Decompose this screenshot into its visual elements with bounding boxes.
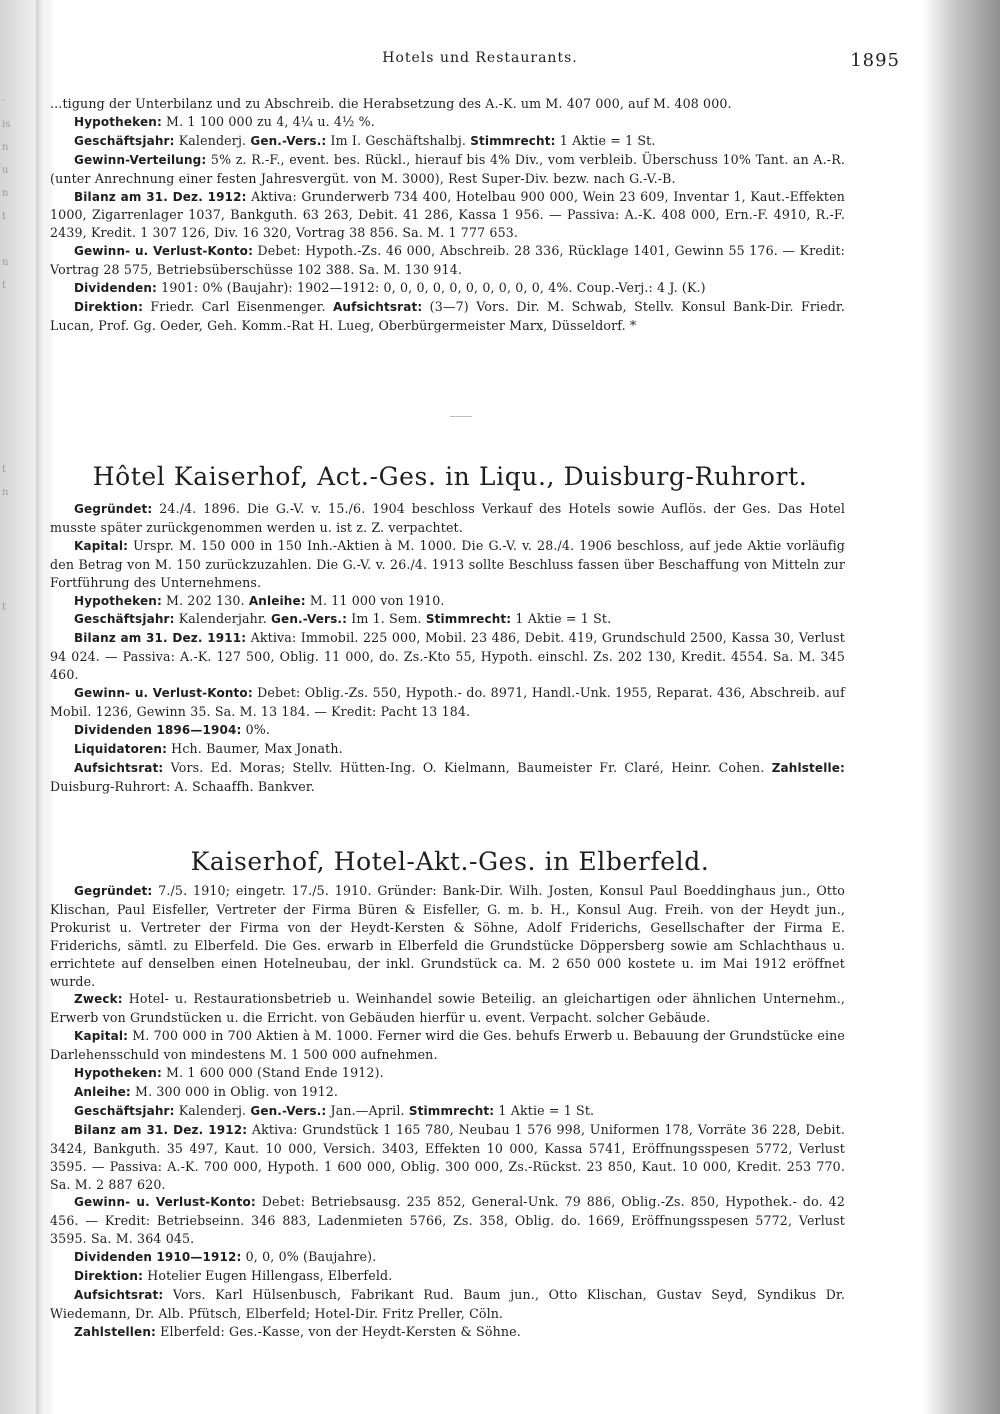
entry-paragraph: Aufsichtsrat: Vors. Ed. Moras; Stellv. Hütten-Ing. O. Kielmann, Baumeister Fr. Claré, Heinr. Cohen. Zahlstelle: Duisburg-Ruhrort: A. Schaaffh. Bankver. (50, 759, 845, 794)
entry-paragraph: Gewinn- u. Verlust-Konto: Debet: Betriebsausg. 235 852, General-Unk. 79 886, Oblig.-Zs. 850, Hypothek.- do. 42 456. — Kredit: Betriebseinn. 346 883, Ladenmieten 5766, Zs. 358, Oblig. do. 1669, Eröffnungsspesen 5772, Verlust 3595. Sa. M. 364 045. (50, 1194, 845, 1247)
entry-paragraph: ...tigung der Unterbilanz und zu Abschreib. die Herabsetzung des A.-K. um M. 407 000, auf M. 408 000. (50, 96, 732, 111)
running-title: Hotels und Restaurants. (382, 50, 578, 66)
entry-paragraph: Anleihe: M. 300 000 in Oblig. von 1912. (74, 1083, 339, 1099)
entry-paragraph: Hypotheken: M. 1 600 000 (Stand Ende 1912). (74, 1065, 384, 1081)
section-title: Kaiserhof, Hotel-Akt.-Ges. in Elberfeld. (190, 847, 710, 876)
entry-paragraph: Dividenden 1896—1904: 0%. (74, 721, 271, 737)
divider (450, 416, 472, 417)
entry-paragraph: Hypotheken: M. 202 130. Anleihe: M. 11 000 von 1910. (74, 592, 445, 608)
entry-paragraph: Gewinn- u. Verlust-Konto: Debet: Oblig.-Zs. 550, Hypoth.- do. 8971, Handl.-Unk. 1955, Reparat. 436, Abschreib. auf Mobil. 1236, Gewinn 35. Sa. M. 13 184. — Kredit: Pacht 13 184. (50, 685, 845, 719)
entry-paragraph: Kapital: Urspr. M. 150 000 in 150 Inh.-Aktien à M. 1000. Die G.-V. v. 28./4. 1906 beschloss, auf jede Aktie vorläufig den Betrag von M. 150 zurückzuzahlen. Die G.-V. v. 26./4. 1913 sollte Beschluss fassen über Beschaffung von Mitteln zur Fortführung des Unternehmens. (50, 537, 845, 590)
entry-paragraph: Liquidatoren: Hch. Baumer, Max Jonath. (74, 740, 343, 756)
entry-paragraph: Gewinn-Verteilung: 5% z. R.-F., event. bes. Rückl., hierauf bis 4% Div., vom verbleib. Überschuss 10% Tant. an A.-R. (unter Anrechnung einer festen Jahresvergüt. von M. 3000), Rest Super-Div. bezw. nach G.-V.-B. (50, 151, 845, 186)
entry-paragraph: Aufsichtsrat: Vors. Karl Hülsenbusch, Fabrikant Rud. Baum jun., Otto Klischan, Gustav Seyd, Syndikus Dr. Wiedemann, Dr. Alb. Pfütsch, Elberfeld; Hotel-Dir. Fritz Preller, Cöln. (50, 1286, 845, 1321)
page-number: 1895 (850, 50, 900, 71)
entry-paragraph: Gegründet: 24./4. 1896. Die G.-V. v. 15./6. 1904 beschloss Verkauf des Hotels sowie Auflös. der Ges. Das Hotel musste später zurückgenommen werden u. ist z. Z. verpachtet. (50, 501, 845, 535)
entry-paragraph: Bilanz am 31. Dez. 1911: Aktiva: Immobil. 225 000, Mobil. 23 486, Debit. 419, Grundschuld 2500, Kassa 30, Verlust 94 024. — Passiva: A.-K. 127 500, Oblig. 11 000, do. Zs.-Kto 55, Hypoth. einschl. Zs. 202 130, Kredit. 4554. Sa. M. 345 460. (50, 630, 845, 683)
entry-paragraph: Bilanz am 31. Dez. 1912: Aktiva: Grunderwerb 734 400, Hotelbau 900 000, Wein 23 609, Inventar 1, Kaut.-Effekten 1000, Zigarrenlager 1037, Bankguth. 63 263, Debit. 41 286, Kassa 1 956. — Passiva: A.-K. 408 000, Ern.-F. 4910, R.-F. 2439, Kredit. 1 307 126, Div. 16 320, Vortrag 38 856. Sa. M. 1 777 653. (50, 188, 845, 241)
continued-entry (50, 95, 845, 335)
scan-gutter (36, 0, 42, 1414)
entry-paragraph: Direktion: Friedr. Carl Eisenmenger. Aufsichtsrat: (3—7) Vors. Dir. M. Schwab, Stellv. Konsul Bank-Dir. Friedr. Lucan, Prof. Gg. Oeder, Geh. Komm.-Rat H. Lueg, Oberbürgermeister Marx, Düsseldorf. * (50, 298, 845, 333)
section-title: Hôtel Kaiserhof, Act.-Ges. in Liqu., Duisburg-Ruhrort. (92, 462, 808, 491)
page-header (50, 50, 910, 74)
entry-paragraph: Direktion: Hotelier Eugen Hillengass, Elberfeld. (74, 1268, 393, 1284)
edge-marks: · is n u n t n t t n t (2, 96, 11, 613)
entry-paragraph: Hypotheken: M. 1 100 000 zu 4, 4¼ u. 4½ %. (74, 113, 375, 129)
entry-paragraph: Dividenden: 1901: 0% (Baujahr): 1902—1912: 0, 0, 0, 0, 0, 0, 0, 0, 0, 0, 4%. Coup.-Verj.: 4 J. (K.) (74, 280, 706, 296)
entry-paragraph: Geschäftsjahr: Kalenderjahr. Gen.-Vers.: Im 1. Sem. Stimmrecht: 1 Aktie = 1 St. (74, 611, 612, 627)
entry-paragraph: Zweck: Hotel- u. Restaurationsbetrieb u. Weinhandel sowie Beteilig. an gleichartigen oder ähnlichen Unternehm., Erwerb von Grundstücken u. die Erricht. von Gebäuden hierfür u. event. Verpacht. solcher Gebäude. (50, 991, 845, 1026)
entry-paragraph: Geschäftsjahr: Kalenderj. Gen.-Vers.: Im I. Geschäftshalbj. Stimmrecht: 1 Aktie = 1 St. (74, 132, 656, 148)
scan-shadow-right (922, 0, 1000, 1414)
entry-paragraph: Zahlstellen: Elberfeld: Ges.-Kasse, von der Heydt-Kersten & Söhne. (74, 1323, 521, 1339)
entry-paragraph: Dividenden 1910—1912: 0, 0, 0% (Baujahre). (74, 1249, 377, 1265)
company-entry (50, 500, 845, 796)
entry-paragraph: Bilanz am 31. Dez. 1912: Aktiva: Grundstück 1 165 780, Neubau 1 576 998, Uniformen 178, Vorräte 36 228, Debit. 3424, Bankguth. 35 497, Kaut. 10 000, Versich. 3403, Effekten 10 000, Kassa 5741, Eröffnungsspesen 5772, Verlust 3595. — Passiva: A.-K. 700 000, Hypoth. 1 600 000, Oblig. 300 000, Zs.-Rückst. 23 850, Kaut. 10 000, Kredit. 253 770. Sa. M. 2 887 620. (50, 1121, 846, 1192)
document-page (50, 0, 910, 1414)
company-entry (50, 882, 845, 1342)
entry-paragraph: Gegründet: 7./5. 1910; eingetr. 17./5. 1910. Gründer: Bank-Dir. Wilh. Josten, Konsul Paul Boeddinghaus jun., Otto Klischan, Paul Eisfeller, Vertreter der Firma Büren & Eisfeller, G. m. b. H., Konsul Aug. Freih. von der Heydt jun., Prokurist u. Vertreter der Firma von der Heydt-Kersten & Söhne, Adolf Friderichs, Gesellschafter der Firma E. Friderichs, sämtl. zu Elberfeld. Die Ges. erwarb in Elberfeld die Grundstücke Döppersberg sowie am Schlachthaus u. errichtete auf denselben einen Hotelneubau, der inkl. Grundstück ca. M. 2 650 000 kostete u. im Mai 1912 eröffnet wurde. (50, 883, 845, 989)
entry-paragraph: Gewinn- u. Verlust-Konto: Debet: Hypoth.-Zs. 46 000, Abschreib. 28 336, Rücklage 1401, Gewinn 55 176. — Kredit: Vortrag 28 575, Betriebsüberschüsse 102 388. Sa. M. 130 914. (50, 243, 845, 278)
entry-paragraph: Kapital: M. 700 000 in 700 Aktien à M. 1000. Ferner wird die Ges. behufs Erwerb u. Bebauung der Grundstücke eine Darlehensschuld von mindestens M. 1 500 000 aufnehmen. (50, 1028, 845, 1063)
entry-paragraph: Geschäftsjahr: Kalenderj. Gen.-Vers.: Jan.—April. Stimmrecht: 1 Aktie = 1 St. (74, 1102, 595, 1118)
